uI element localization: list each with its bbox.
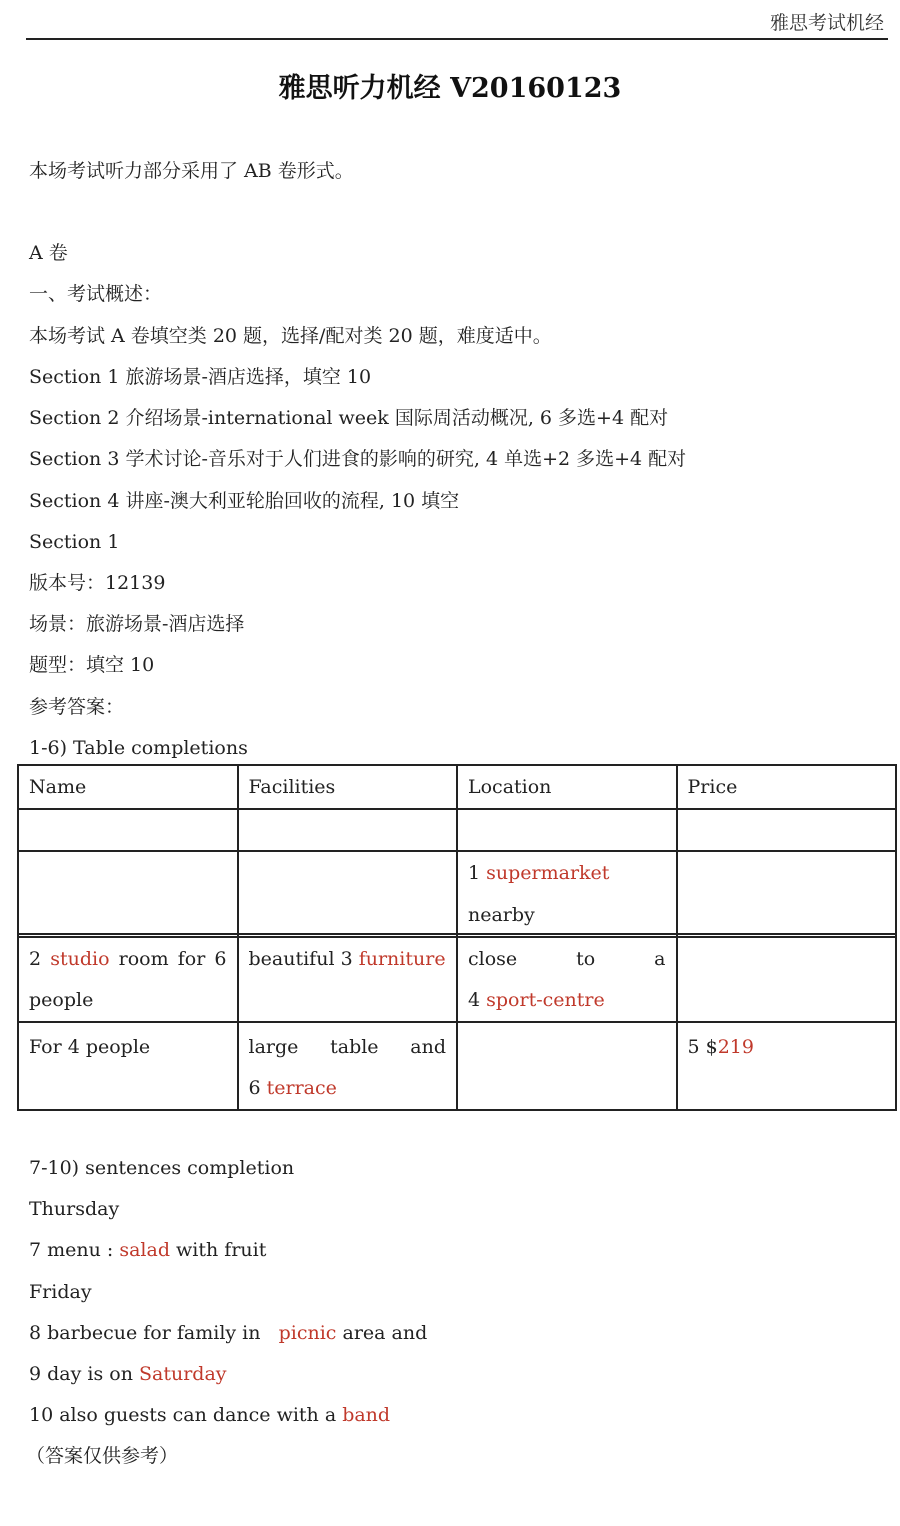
table-cell (677, 851, 897, 937)
q8-answer: picnic (278, 1322, 337, 1344)
question-10 (29, 1403, 390, 1427)
table-completion-1 (17, 764, 897, 938)
q6-prefix: 6 (248, 1077, 267, 1099)
day-thursday: Thursday (29, 1198, 120, 1220)
section-a-label: A 卷 (29, 242, 68, 264)
table-cell (238, 851, 458, 937)
q6-line1: large table and (248, 1036, 446, 1058)
header-price: Price (677, 765, 897, 809)
overview-summary: 本场考试 A 卷填空类 20 题，选择/配对类 20 题，难度适中。 (29, 325, 552, 347)
table-row (18, 934, 896, 1022)
q7-suffix: with fruit (170, 1239, 267, 1261)
q1-prefix: 1 (468, 862, 487, 884)
section-overview-4: Section 4 讲座-澳大利亚轮胎回收的流程, 10 填空 (29, 490, 460, 512)
intro-text: 本场考试听力部分采用了 AB 卷形式。 (29, 160, 354, 182)
sentences-label: 7-10) sentences completion (29, 1157, 295, 1179)
day-friday: Friday (29, 1281, 92, 1303)
table-cell (457, 809, 677, 851)
header-location: Location (457, 765, 677, 809)
overview-heading: 一、考试概述： (29, 283, 163, 305)
q4-answer: sport-centre (486, 989, 605, 1011)
scene-text: 场景：旅游场景-酒店选择 (29, 613, 245, 635)
table-label: 1-6) Table completions (29, 737, 248, 759)
section-overview-2: Section 2 介绍场景-international week 国际周活动概况, 6 多选+4 配对 (29, 407, 669, 429)
section1-heading: Section 1 (29, 531, 120, 553)
name-cell-q2 (18, 934, 238, 1022)
q6-answer: terrace (266, 1077, 337, 1099)
table-row (18, 809, 896, 851)
q10-prefix: 10 also guests can dance with a (29, 1404, 343, 1426)
page-title: 雅思听力机经 V20160123 (278, 73, 622, 104)
table-row (18, 1022, 896, 1110)
question-8 (29, 1321, 427, 1345)
q10-answer: band (342, 1404, 391, 1426)
table-completion-2 (17, 933, 897, 1111)
q4-line2 (468, 980, 666, 1021)
q2-prefix: 2 (29, 948, 51, 970)
answers-label: 参考答案： (29, 696, 125, 718)
header-name: Name (18, 765, 238, 809)
question-type: 题型：填空 10 (29, 654, 155, 676)
q1-answer: supermarket (486, 862, 610, 884)
facilities-cell-q3 (238, 934, 458, 1022)
q2-line1 (29, 939, 227, 980)
q2-answer: studio (50, 948, 110, 970)
table-cell (457, 1022, 677, 1110)
q3-prefix: beautiful 3 (248, 948, 359, 970)
q2-line2: people (29, 989, 94, 1011)
q6-line2 (249, 1068, 447, 1109)
header-facilities: Facilities (238, 765, 458, 809)
table-row (18, 851, 896, 937)
facilities-cell-q6 (238, 1022, 458, 1110)
disclaimer-note: （答案仅供参考） (26, 1445, 179, 1467)
table-cell (18, 851, 238, 937)
header-title: 雅思考试机经 (769, 12, 884, 34)
q1-suffix: nearby (468, 904, 535, 926)
location-cell-q4 (457, 934, 677, 1022)
q2-rest: room for 6 (109, 948, 227, 970)
q5-answer: 219 (717, 1036, 754, 1058)
table-cell (238, 809, 458, 851)
q3-answer: furniture (358, 948, 446, 970)
location-cell-q1 (457, 851, 677, 937)
question-9 (29, 1362, 227, 1386)
version-number: 版本号：12139 (29, 572, 166, 594)
name-cell-for4: For 4 people (18, 1022, 238, 1110)
table-cell (677, 809, 897, 851)
question-7 (29, 1238, 266, 1262)
table-header-row (18, 765, 896, 809)
q5-prefix: 5 $ (687, 1036, 718, 1058)
page-header (26, 0, 888, 40)
table-cell (677, 934, 897, 1022)
q8-prefix: 8 barbecue for family in (29, 1322, 279, 1344)
table-cell (18, 809, 238, 851)
section-overview-1: Section 1 旅游场景-酒店选择，填空 10 (29, 366, 372, 388)
q7-answer: salad (119, 1239, 170, 1261)
q9-answer: Saturday (138, 1363, 227, 1385)
section-overview-3: Section 3 学术讨论-音乐对于人们进食的影响的研究, 4 单选+2 多选+4 配对 (29, 448, 687, 470)
q9-prefix: 9 day is on (29, 1363, 139, 1385)
q7-prefix: 7 menu : (29, 1239, 120, 1261)
q4-prefix: 4 (468, 989, 487, 1011)
q4-line1: close to a (468, 948, 666, 970)
q8-suffix: area and (336, 1322, 428, 1344)
price-cell-q5 (677, 1022, 897, 1110)
